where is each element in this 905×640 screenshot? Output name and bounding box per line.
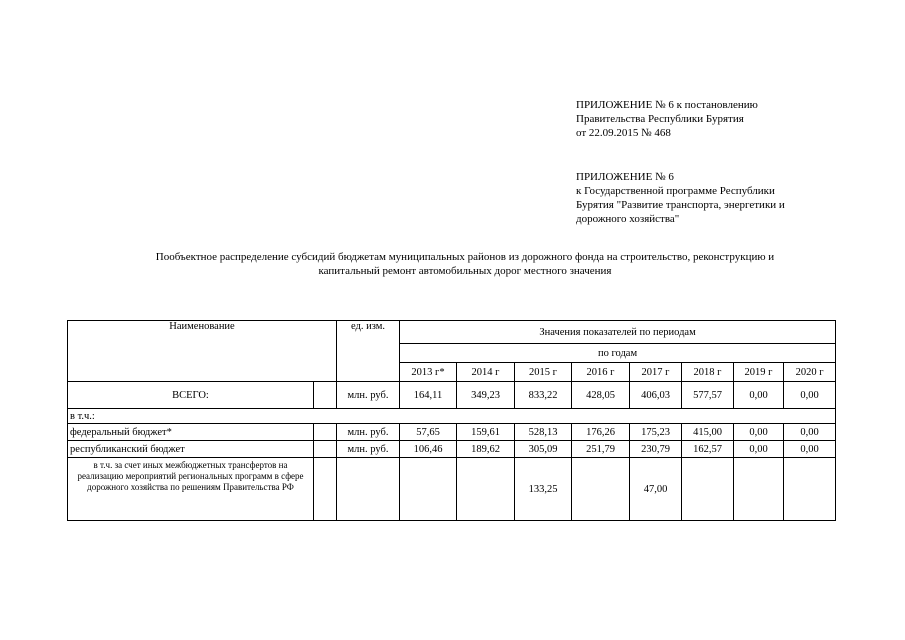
appendix-line-2: Правительства Республики Бурятия [576, 113, 744, 125]
value-cell: 176,26 [572, 424, 630, 441]
row-name: федеральный бюджет* [68, 424, 314, 441]
empty-cell [314, 441, 337, 458]
value-cell: 133,25 [515, 458, 572, 521]
value-cell: 251,79 [572, 441, 630, 458]
table-row-total [68, 382, 836, 409]
value-cell: 189,62 [457, 441, 515, 458]
header-row-1 [68, 321, 836, 344]
year-header: 2014 г [457, 363, 515, 382]
value-cell: 159,61 [457, 424, 515, 441]
year-header: 2013 г* [400, 363, 457, 382]
row-unit: млн. руб. [337, 382, 400, 409]
value-cell: 106,46 [400, 441, 457, 458]
value-cell: 577,57 [682, 382, 734, 409]
value-cell: 528,13 [515, 424, 572, 441]
value-cell: 406,03 [630, 382, 682, 409]
year-header: 2019 г [734, 363, 784, 382]
program-appendix-line-4: дорожного хозяйства" [576, 213, 680, 225]
empty-cell [314, 382, 337, 409]
program-appendix-line-1: ПРИЛОЖЕНИЕ № 6 [576, 171, 674, 183]
col-header-values: Значения показателей по периодам [400, 321, 836, 344]
title-line-2: капитальный ремонт автомобильных дорог местного значения [318, 265, 612, 277]
row-name: республиканский бюджет [68, 441, 314, 458]
value-cell [682, 458, 734, 521]
value-cell: 349,23 [457, 382, 515, 409]
program-appendix-header [576, 170, 785, 226]
row-unit: млн. руб. [337, 424, 400, 441]
value-cell: 57,65 [400, 424, 457, 441]
col-header-name: Наименование [68, 321, 337, 382]
value-cell: 164,11 [400, 382, 457, 409]
value-cell [400, 458, 457, 521]
row-name: в т.ч.: [68, 409, 836, 424]
program-appendix-line-3: Бурятия "Развитие транспорта, энергетики и [576, 199, 785, 211]
table-row-incl [68, 409, 836, 424]
table-row-republic [68, 441, 836, 458]
year-header: 2016 г [572, 363, 630, 382]
title-line-1: Пообъектное распределение субсидий бюджетам муниципальных районов из дорожного фонда на строительство, реконструкцию и [155, 251, 775, 263]
value-cell: 47,00 [630, 458, 682, 521]
year-header: 2020 г [784, 363, 836, 382]
year-header: 2018 г [682, 363, 734, 382]
row-unit: млн. руб. [337, 441, 400, 458]
row-name: ВСЕГО: [68, 382, 314, 409]
value-cell: 305,09 [515, 441, 572, 458]
col-header-unit: ед. изм. [337, 321, 400, 382]
value-cell [457, 458, 515, 521]
empty-cell [337, 458, 400, 521]
appendix-line-3: от 22.09.2015 № 468 [576, 127, 671, 139]
value-cell [734, 458, 784, 521]
value-cell: 833,22 [515, 382, 572, 409]
value-cell: 0,00 [734, 441, 784, 458]
value-cell: 175,23 [630, 424, 682, 441]
value-cell: 0,00 [734, 382, 784, 409]
program-appendix-line-2: к Государственной программе Республики [576, 185, 775, 197]
value-cell: 415,00 [682, 424, 734, 441]
subsidy-table [67, 320, 836, 521]
value-cell: 162,57 [682, 441, 734, 458]
document-title [95, 250, 835, 278]
value-cell: 428,05 [572, 382, 630, 409]
table-row-transfers [68, 458, 836, 521]
value-cell [784, 458, 836, 521]
year-header: 2015 г [515, 363, 572, 382]
value-cell [572, 458, 630, 521]
value-cell: 0,00 [784, 382, 836, 409]
value-cell: 0,00 [784, 441, 836, 458]
row-name: в т.ч. за счет иных межбюджетных трансфертов на реализацию мероприятий региональных программ в сфере дорожного хозяйства по решениям Правительства РФ [68, 458, 314, 521]
year-header: 2017 г [630, 363, 682, 382]
empty-cell [314, 424, 337, 441]
empty-cell [314, 458, 337, 521]
value-cell: 0,00 [734, 424, 784, 441]
value-cell: 230,79 [630, 441, 682, 458]
appendix-header [576, 98, 758, 140]
table-row-federal [68, 424, 836, 441]
appendix-line-1: ПРИЛОЖЕНИЕ № 6 к постановлению [576, 99, 758, 111]
col-header-by-years: по годам [400, 344, 836, 363]
value-cell: 0,00 [784, 424, 836, 441]
